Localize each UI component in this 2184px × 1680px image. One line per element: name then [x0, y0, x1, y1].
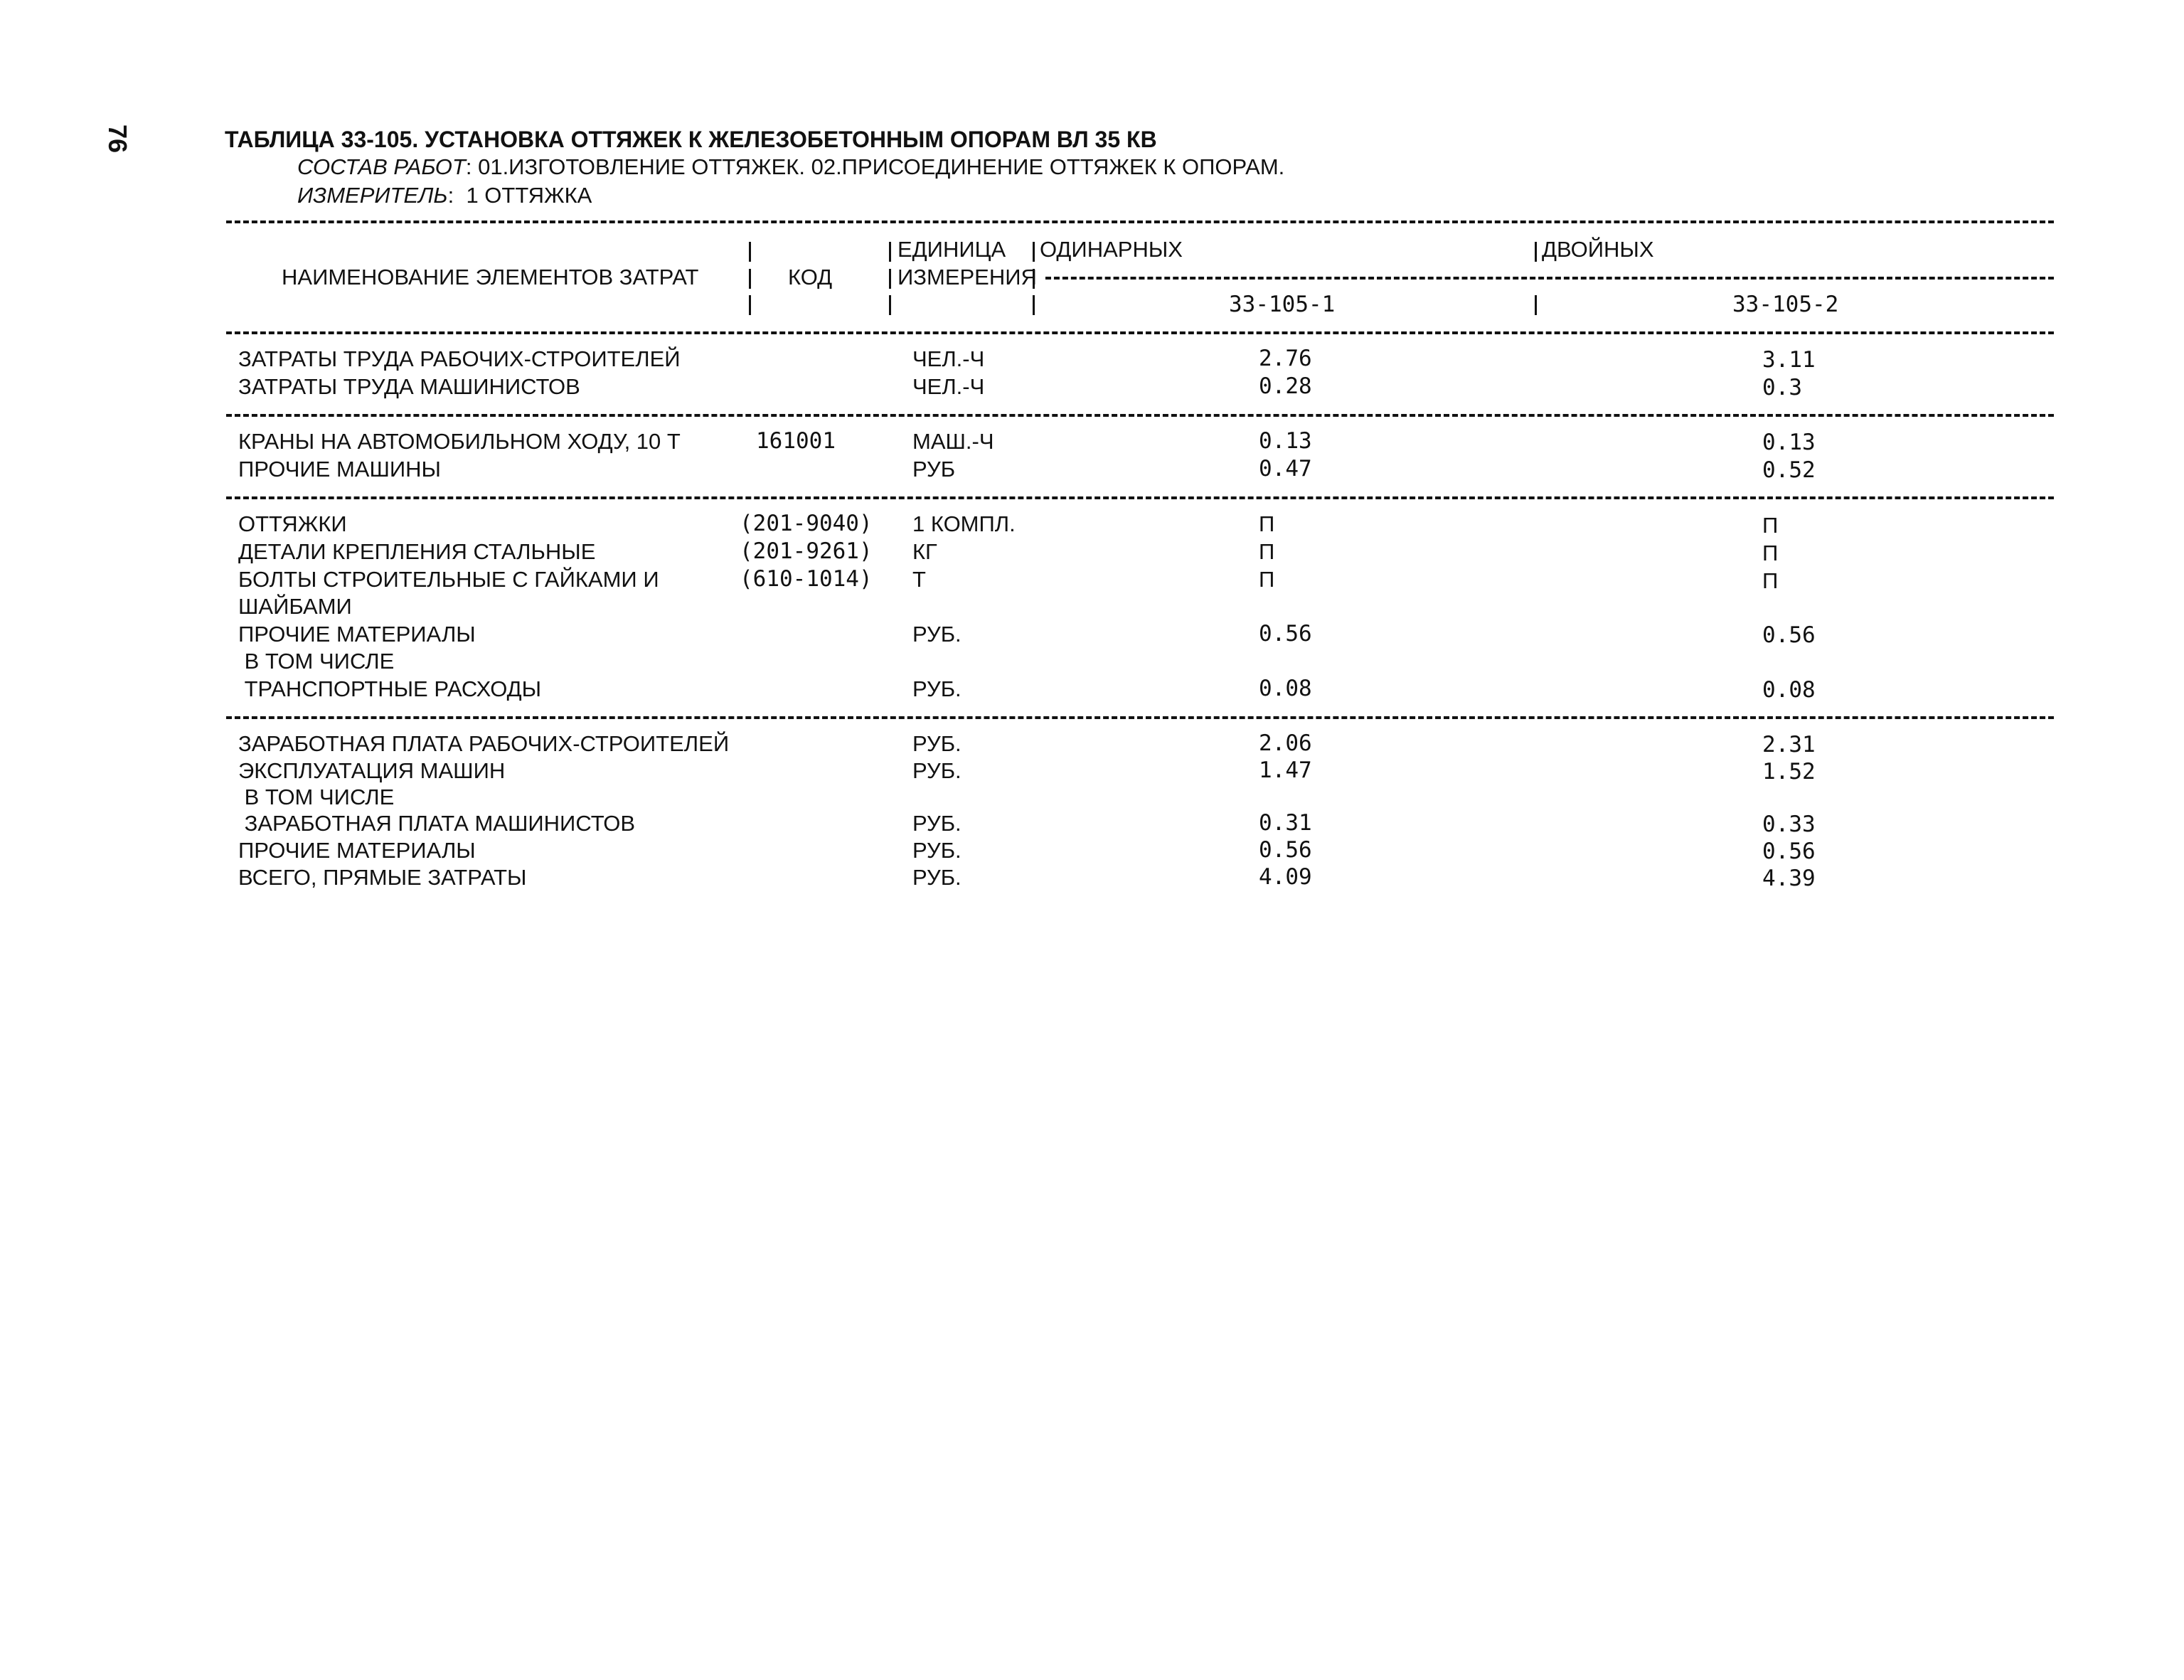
row-unit: РУБ. [912, 676, 962, 701]
row-unit: РУБ. [912, 811, 962, 836]
header-divider [889, 295, 891, 315]
row-unit: Т [912, 567, 926, 592]
row-name: ПРОЧИЕ МАТЕРИАЛЫ [238, 622, 476, 647]
row-value-double: 0.56 [1762, 839, 1816, 864]
composition-label: СОСТАВ РАБОТ [297, 154, 466, 179]
row-name: ЗАТРАТЫ ТРУДА МАШИНИСТОВ [238, 374, 580, 399]
row-value-single: 2.06 [1259, 730, 1312, 756]
header-divider [1033, 295, 1035, 315]
row-name: ТРАНСПОРТНЫЕ РАСХОДЫ [238, 676, 542, 701]
header-divider [749, 269, 751, 289]
row-value-single: П [1259, 539, 1275, 564]
header-unit-line1: ЕДИНИЦА [897, 237, 1006, 262]
row-value-double: П [1762, 513, 1779, 538]
row-value-single: 0.13 [1259, 428, 1312, 454]
row-value-single: 2.76 [1259, 346, 1312, 371]
header-name: НАИМЕНОВАНИЕ ЭЛЕМЕНТОВ ЗАТРАТ [282, 265, 699, 289]
header-divider [1535, 295, 1537, 315]
row-value-single: 0.47 [1259, 456, 1312, 482]
row-value-double: 0.13 [1762, 430, 1816, 455]
rule-header-mid [1045, 277, 2054, 280]
composition-line [297, 156, 1284, 178]
measure-label: ИЗМЕРИТЕЛЬ [297, 183, 448, 208]
row-value-double: 0.33 [1762, 812, 1816, 837]
row-unit: ЧЕЛ.-Ч [912, 346, 985, 371]
row-value-single: 4.09 [1259, 864, 1312, 890]
row-name: ВСЕГО, ПРЯМЫЕ ЗАТРАТЫ [238, 865, 527, 890]
rule-header-bottom [226, 331, 2054, 334]
row-value-single: 0.08 [1259, 676, 1312, 701]
header-divider [889, 242, 891, 262]
rule-top [226, 220, 2054, 223]
row-name: БОЛТЫ СТРОИТЕЛЬНЫЕ С ГАЙКАМИ И [238, 567, 659, 592]
row-name: В ТОМ ЧИСЛЕ [238, 785, 395, 809]
row-value-single: 0.56 [1259, 837, 1312, 863]
rule-section-1 [226, 414, 2054, 417]
row-value-single: 0.31 [1259, 810, 1312, 836]
row-value-double: 0.56 [1762, 622, 1816, 648]
row-name: В ТОМ ЧИСЛЕ [238, 649, 395, 674]
row-value-single: 0.28 [1259, 373, 1312, 399]
header-unit-line2: ИЗМЕРЕНИЯ [897, 265, 1037, 289]
row-name: ОТТЯЖКИ [238, 511, 347, 536]
row-code: (201-9040) [740, 511, 873, 536]
row-name: ЗАРАБОТНАЯ ПЛАТА МАШИНИСТОВ [238, 811, 636, 836]
row-value-double: 3.11 [1762, 347, 1816, 373]
row-value-double: 0.52 [1762, 457, 1816, 483]
row-unit: КГ [912, 539, 937, 564]
header-divider [1033, 242, 1035, 262]
row-value-double: 1.52 [1762, 759, 1816, 785]
header-divider [889, 269, 891, 289]
row-unit: МАШ.-Ч [912, 429, 994, 454]
row-name: ПРОЧИЕ МАШИНЫ [238, 457, 441, 482]
header-divider [1535, 242, 1537, 262]
row-value-double: 0.08 [1762, 677, 1816, 703]
header-group-double: ДВОЙНЫХ [1542, 237, 1654, 262]
row-unit: РУБ. [912, 838, 962, 863]
row-unit: РУБ. [912, 758, 962, 783]
row-name: КРАНЫ НА АВТОМОБИЛЬНОМ ХОДУ, 10 Т [238, 429, 681, 454]
row-value-double: 0.3 [1762, 375, 1802, 400]
row-unit: РУБ. [912, 622, 962, 647]
row-value-single: П [1259, 511, 1275, 536]
rule-section-3 [226, 716, 2054, 719]
row-name: ЗАРАБОТНАЯ ПЛАТА РАБОЧИХ-СТРОИТЕЛЕЙ [238, 731, 730, 756]
row-value-double: П [1762, 568, 1779, 593]
row-value-double: 2.31 [1762, 732, 1816, 757]
row-unit: РУБ [912, 457, 956, 482]
row-value-single: 0.56 [1259, 621, 1312, 647]
row-unit: 1 КОМПЛ. [912, 511, 1016, 536]
composition-text: : 01.ИЗГОТОВЛЕНИЕ ОТТЯЖЕК. 02.ПРИСОЕДИНЕНИЕ ОТТЯЖЕК К ОПОРАМ. [465, 154, 1285, 179]
row-value-single: П [1259, 567, 1275, 592]
row-name: ДЕТАЛИ КРЕПЛЕНИЯ СТАЛЬНЫЕ [238, 539, 596, 564]
row-value-double: П [1762, 541, 1779, 565]
row-value-double: 4.39 [1762, 866, 1816, 891]
row-code: 161001 [756, 428, 836, 454]
row-name: ЭКСПЛУАТАЦИЯ МАШИН [238, 758, 506, 783]
page-number: 76 [103, 124, 132, 154]
header-group-single: ОДИНАРНЫХ [1040, 237, 1183, 262]
row-code: (610-1014) [740, 566, 873, 592]
header-col-single: 33-105-1 [1229, 292, 1336, 317]
measure-text: : 1 ОТТЯЖКА [447, 183, 592, 208]
header-divider [749, 242, 751, 262]
row-code: (201-9261) [740, 538, 873, 564]
row-unit: РУБ. [912, 731, 962, 756]
row-name: ШАЙБАМИ [238, 594, 352, 619]
row-name: ЗАТРАТЫ ТРУДА РАБОЧИХ-СТРОИТЕЛЕЙ [238, 346, 681, 371]
rule-section-2 [226, 496, 2054, 499]
measure-line [297, 184, 592, 206]
row-unit: ЧЕЛ.-Ч [912, 374, 985, 399]
header-col-double: 33-105-2 [1732, 292, 1839, 317]
header-divider [749, 295, 751, 315]
row-value-single: 1.47 [1259, 757, 1312, 783]
table-title: ТАБЛИЦА 33-105. УСТАНОВКА ОТТЯЖЕК К ЖЕЛЕЗОБЕТОННЫМ ОПОРАМ ВЛ 35 КВ [225, 127, 1157, 152]
row-name: ПРОЧИЕ МАТЕРИАЛЫ [238, 838, 476, 863]
row-unit: РУБ. [912, 865, 962, 890]
header-code: КОД [788, 265, 833, 289]
